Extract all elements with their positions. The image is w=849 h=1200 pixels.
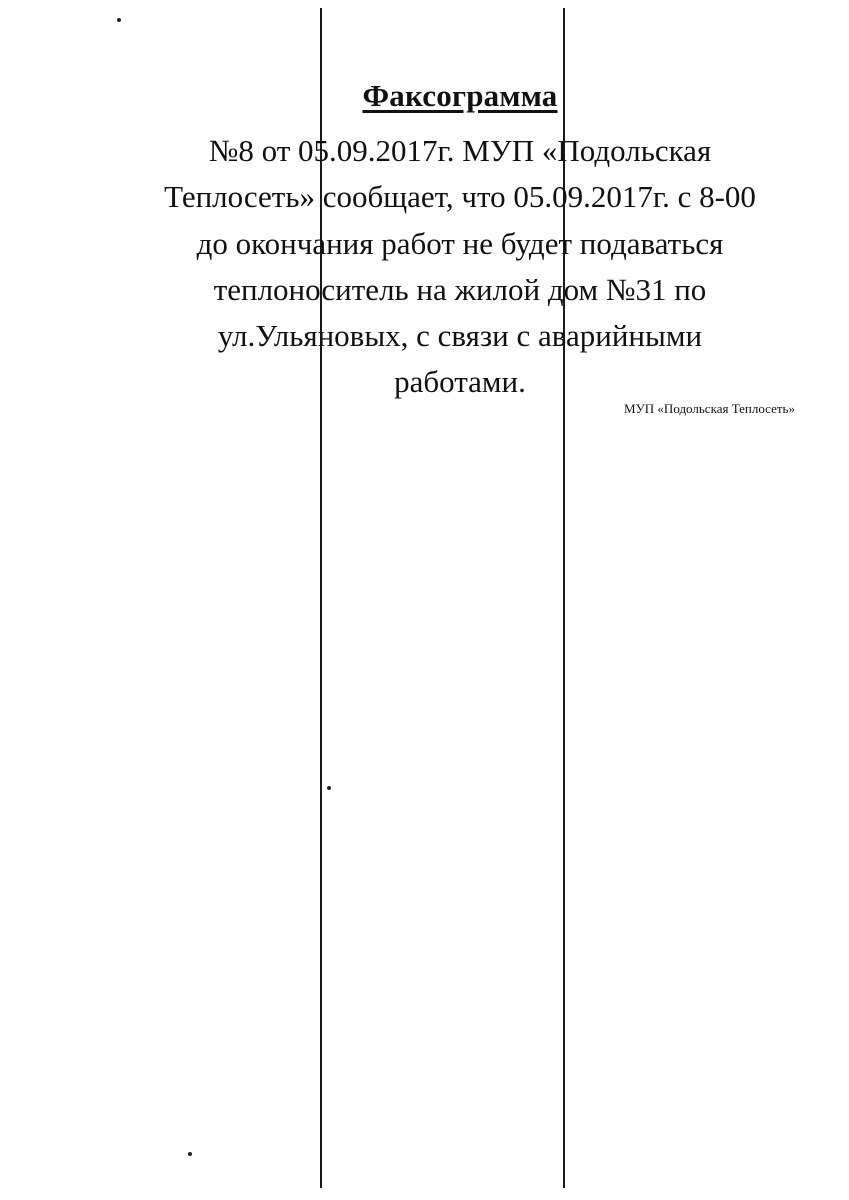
- signature: МУП «Подольская Теплосеть»: [624, 401, 795, 416]
- scan-speck: [188, 1152, 192, 1156]
- document-title: Факсограмма: [362, 78, 558, 113]
- scan-speck: [117, 18, 121, 22]
- body-line: до окончания работ не будет подаваться: [196, 226, 724, 261]
- body-line: ул.Ульяновых, с связи с аварийными: [217, 318, 703, 353]
- body-line: №8 от 05.09.2017г. МУП «Подольская: [208, 133, 712, 168]
- body-line: Теплосеть» сообщает, что 05.09.2017г. с 8-00: [164, 179, 756, 214]
- body-line: работами.: [394, 364, 526, 399]
- scan-speck: [327, 786, 331, 790]
- body-line: теплоноситель на жилой дом №31 по: [213, 272, 707, 307]
